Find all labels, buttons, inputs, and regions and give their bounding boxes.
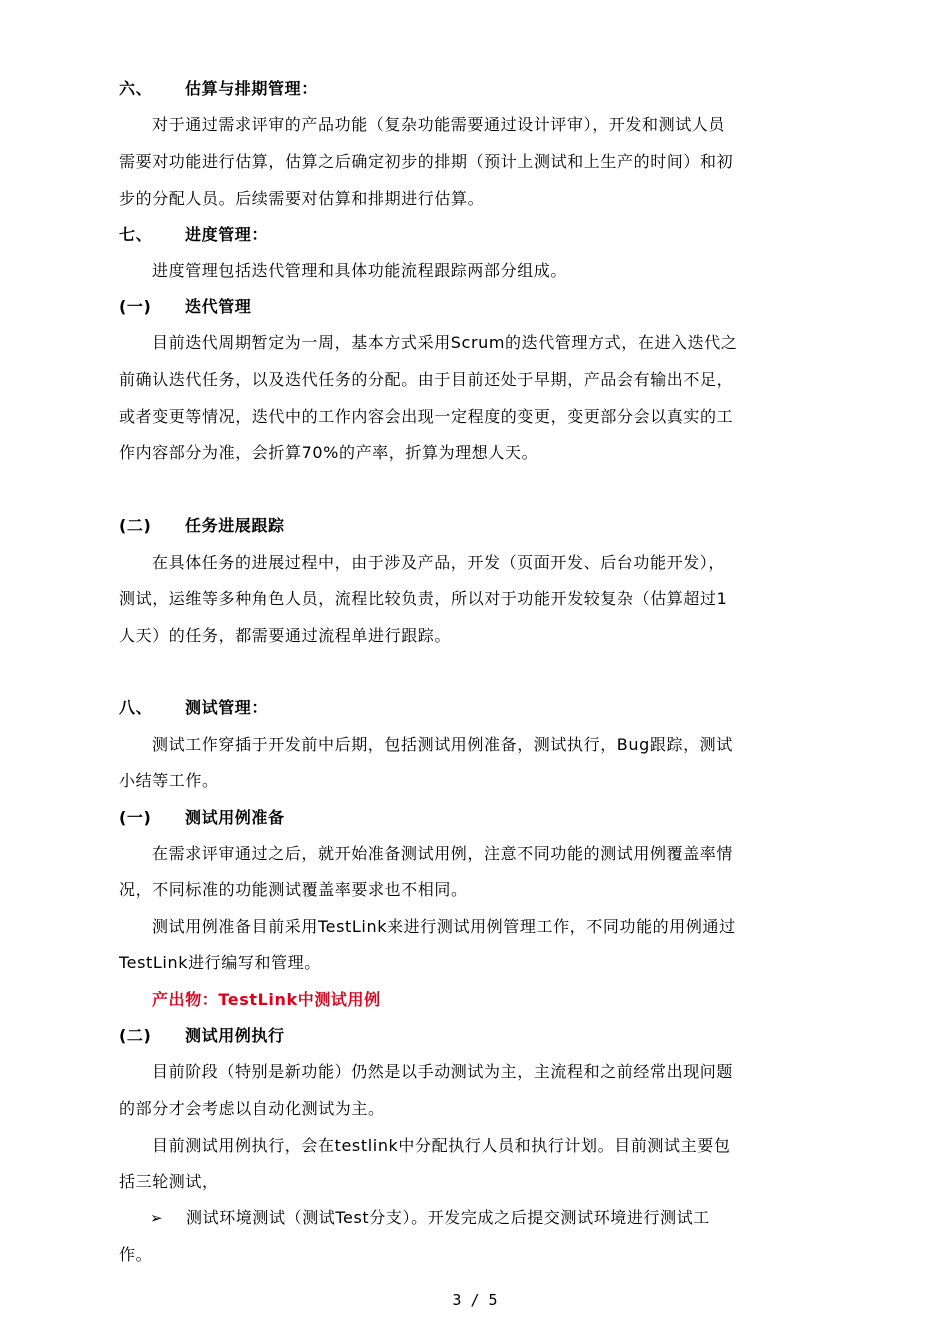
paragraph-line: 测试用例准备目前采用TestLink来进行测试用例管理工作，不同功能的用例通过 bbox=[152, 917, 736, 936]
section-title: 估算与排期管理： bbox=[185, 79, 318, 98]
output-deliverable: 产出物：TestLink中测试用例 bbox=[152, 990, 381, 1009]
paragraph-line: 在具体任务的进展过程中，由于涉及产品，开发（页面开发、后台功能开发）， bbox=[152, 553, 726, 572]
paragraph-line: 作内容部分为准，会折算70%的产率，折算为理想人天。 bbox=[119, 443, 539, 462]
section-number: 六、 bbox=[119, 79, 153, 98]
section-heading-6 bbox=[119, 79, 834, 99]
subsection-title: 测试用例执行 bbox=[185, 1026, 285, 1045]
paragraph-line: 对于通过需求评审的产品功能（复杂功能需要通过设计评审），开发和测试人员 bbox=[152, 115, 726, 134]
paragraph-line: 在需求评审通过之后，就开始准备测试用例，注意不同功能的测试用例覆盖率情 bbox=[152, 844, 734, 863]
subsection-heading bbox=[119, 1026, 834, 1046]
paragraph-line: 括三轮测试， bbox=[119, 1172, 219, 1191]
subsection-number: (一) bbox=[119, 297, 152, 316]
paragraph-line: 目前测试用例执行，会在testlink中分配执行人员和执行计划。目前测试主要包 bbox=[152, 1136, 731, 1155]
paragraph-line: 步的分配人员。后续需要对估算和排期进行估算。 bbox=[119, 189, 485, 208]
page-number: 3 / 5 bbox=[452, 1291, 498, 1309]
subsection-title: 测试用例准备 bbox=[185, 808, 285, 827]
paragraph-line: 小结等工作。 bbox=[119, 771, 219, 790]
paragraph-line: 的部分才会考虑以自动化测试为主。 bbox=[119, 1099, 385, 1118]
paragraph-line: 况，不同标准的功能测试覆盖率要求也不相同。 bbox=[119, 880, 468, 899]
section-heading-8 bbox=[119, 698, 834, 718]
paragraph-line: 测试，运维等多种角色人员，流程比较负责，所以对于功能开发较复杂（估算超过1 bbox=[119, 589, 728, 608]
paragraph-line: 需要对功能进行估算，估算之后确定初步的排期（预计上测试和上生产的时间）和初 bbox=[119, 152, 734, 171]
subsection-number: (一) bbox=[119, 808, 152, 827]
subsection-heading bbox=[119, 808, 834, 828]
subsection-number: (二) bbox=[119, 1026, 152, 1045]
subsection-heading bbox=[119, 516, 834, 536]
section-title: 进度管理： bbox=[185, 225, 269, 244]
paragraph-line: 前确认迭代任务，以及迭代任务的分配。由于目前还处于早期，产品会有输出不足， bbox=[119, 370, 734, 389]
subsection-title: 迭代管理 bbox=[185, 297, 252, 316]
paragraph-line: 或者变更等情况，迭代中的工作内容会出现一定程度的变更，变更部分会以真实的工 bbox=[119, 407, 734, 426]
section-title: 测试管理： bbox=[185, 698, 269, 717]
subsection-heading bbox=[119, 297, 834, 317]
paragraph-line: 测试工作穿插于开发前中后期，包括测试用例准备，测试执行，Bug跟踪，测试 bbox=[152, 735, 733, 754]
section-number: 七、 bbox=[119, 225, 153, 244]
subsection-number: (二) bbox=[119, 516, 152, 535]
paragraph-line: 目前阶段（特别是新功能）仍然是以手动测试为主，主流程和之前经常出现问题 bbox=[152, 1062, 734, 1081]
paragraph-line: TestLink进行编写和管理。 bbox=[119, 953, 321, 972]
bullet-line: 作。 bbox=[119, 1245, 153, 1264]
subsection-title: 任务进展跟踪 bbox=[185, 516, 285, 535]
arrow-bullet-icon: ➢ bbox=[150, 1209, 163, 1227]
paragraph-line: 人天）的任务，都需要通过流程单进行跟踪。 bbox=[119, 626, 452, 645]
section-heading-7 bbox=[119, 225, 834, 245]
paragraph-line: 目前迭代周期暂定为一周，基本方式采用Scrum的迭代管理方式，在进入迭代之 bbox=[152, 333, 738, 352]
section-number: 八、 bbox=[119, 698, 153, 717]
bullet-line: 测试环境测试（测试Test分支）。开发完成之后提交测试环境进行测试工 bbox=[186, 1208, 710, 1227]
paragraph-line: 进度管理包括迭代管理和具体功能流程跟踪两部分组成。 bbox=[152, 261, 568, 280]
